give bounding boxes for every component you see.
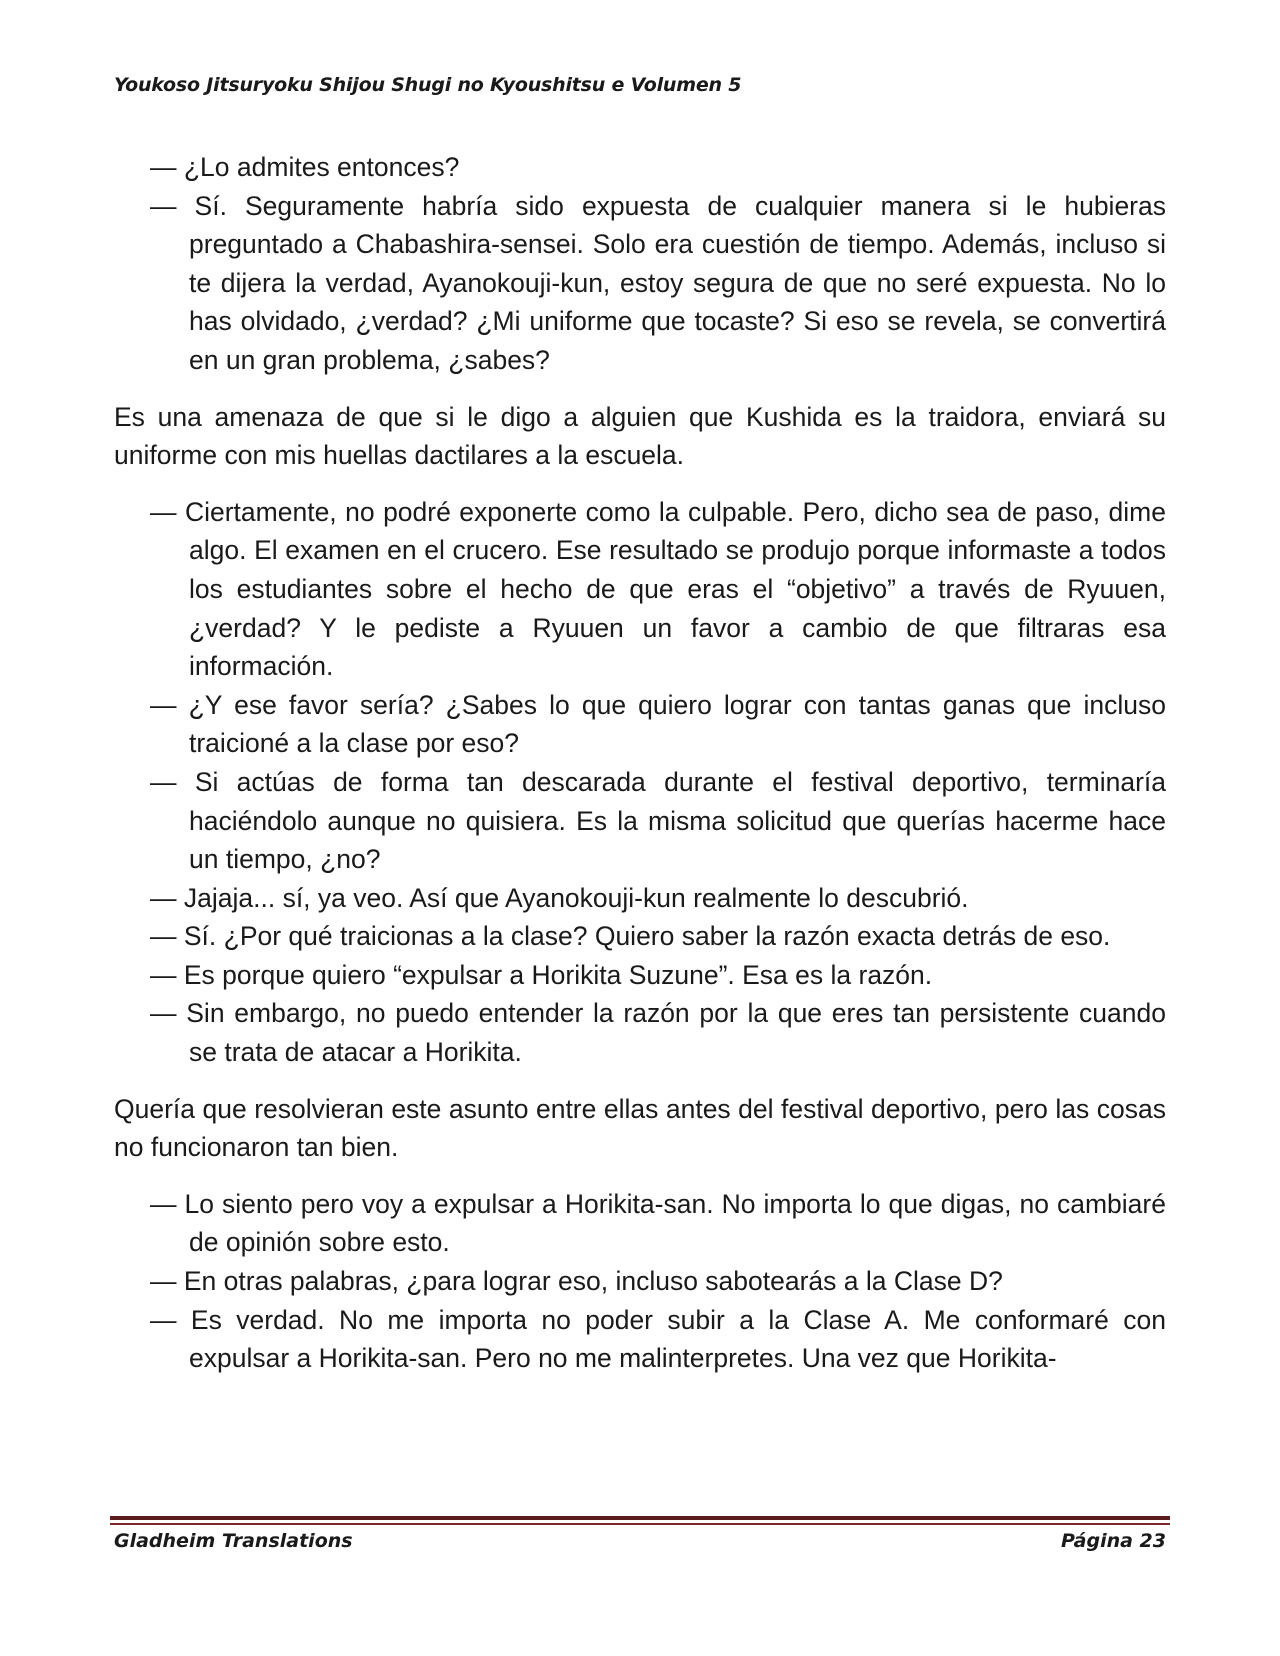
dialog-text: Ciertamente, no podré exponerte como la culpable. Pero, dicho sea de paso, dime algo. El examen en el crucero. Ese resultado se produjo porque informaste a todos los estudiantes sobre el hecho de que eras el “objetivo” a través de Ryuuen, ¿verdad? Y le pediste a Ryuuen un favor a cambio de que filtraras esa información. <box>184 496 1166 682</box>
dialog-line <box>114 994 1166 1071</box>
dialog-dash: — <box>150 921 177 952</box>
dialog-dash: — <box>150 496 177 527</box>
running-header: Youkoso Jitsuryoku Shijou Shugi no Kyoushitsu e Volumen 5 <box>114 74 742 96</box>
footer-credit: Gladheim Translations <box>114 1530 353 1552</box>
dialog-text: Lo siento pero voy a expulsar a Horikita-san. No importa lo que digas, no cambiaré de opinión sobre esto. <box>184 1188 1166 1258</box>
dialog-line <box>114 879 1166 918</box>
dialog-line <box>114 1301 1166 1378</box>
dialog-dash: — <box>150 1188 177 1219</box>
dialog-block <box>114 148 1166 380</box>
narration-paragraph: Es una amenaza de que si le digo a alguien que Kushida es la traidora, enviará su uniforme con mis huellas dactilares a la escuela. <box>114 401 1166 471</box>
page-number: Página 23 <box>1060 1530 1166 1552</box>
dialog-dash: — <box>150 689 177 720</box>
dialog-dash: — <box>150 1266 177 1297</box>
dialog-dash: — <box>150 190 177 221</box>
dialog-line <box>114 187 1166 380</box>
dialog-dash: — <box>150 1304 177 1335</box>
dialog-line <box>114 1185 1166 1262</box>
dialog-text: Es verdad. No me importa no poder subir a la Clase A. Me conformaré con expulsar a Horikita-san. Pero no me malinterpretes. Una vez que Horikita- <box>189 1304 1166 1374</box>
dialog-block <box>114 1185 1166 1378</box>
dialog-text: Jajaja... sí, ya veo. Así que Ayanokouji-kun realmente lo descubrió. <box>183 882 969 913</box>
dialog-text: En otras palabras, ¿para lograr eso, incluso sabotearás a la Clase D? <box>183 1266 1003 1297</box>
dialog-line <box>114 763 1166 879</box>
dialog-dash: — <box>150 766 177 797</box>
dialog-text: Si actúas de forma tan descarada durante el festival deportivo, terminaría haciéndolo aunque no quisiera. Es la misma solicitud que querías hacerme hace un tiempo, ¿no? <box>189 766 1166 875</box>
narration-paragraph: Quería que resolvieran este asunto entre ellas antes del festival deportivo, pero las cosas no funcionaron tan bien. <box>114 1093 1166 1163</box>
dialog-block <box>114 493 1166 1072</box>
dialog-text: ¿Y ese favor sería? ¿Sabes lo que quiero lograr con tantas ganas que incluso traicioné a la clase por eso? <box>188 689 1166 759</box>
dialog-text: Sí. Seguramente habría sido expuesta de cualquier manera si le hubieras preguntado a Chabashira-sensei. Solo era cuestión de tiempo. Además, incluso si te dijera la verdad, Ayanokouji-kun, estoy segura de que no seré expuesta. No lo has olvidado, ¿verdad? ¿Mi uniforme que tocaste? Si eso se revela, se convertirá en un gran problema, ¿sabes? <box>189 190 1166 375</box>
dialog-line <box>114 686 1166 763</box>
dialog-dash: — <box>150 152 177 182</box>
dialog-line <box>114 493 1166 686</box>
dialog-text: Sí. ¿Por qué traicionas a la clase? Quiero saber la razón exacta detrás de eso. <box>183 921 1111 952</box>
dialog-line <box>114 1262 1166 1301</box>
footer-rule-thin <box>110 1523 1170 1525</box>
dialog-line <box>114 917 1166 956</box>
dialog-text: Es porque quiero “expulsar a Horikita Suzune”. Esa es la razón. <box>183 959 933 990</box>
dialog-dash: — <box>150 998 177 1029</box>
dialog-text: ¿Lo admites entonces? <box>183 152 460 182</box>
dialog-dash: — <box>150 882 177 913</box>
dialog-text: Sin embargo, no puedo entender la razón por la que eres tan persistente cuando se trata de atacar a Horikita. <box>186 998 1166 1068</box>
dialog-dash: — <box>150 959 177 990</box>
dialog-line <box>114 148 1166 187</box>
footer-rule <box>110 1516 1170 1520</box>
dialog-line <box>114 956 1166 995</box>
page-body <box>114 148 1166 1378</box>
